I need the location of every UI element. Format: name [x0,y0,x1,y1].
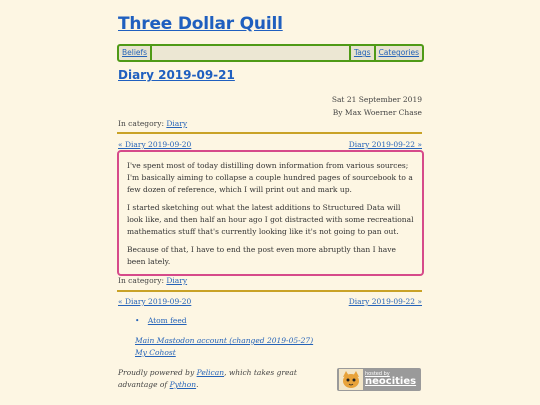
neocities-cat-icon [339,369,363,390]
next-post-link[interactable]: Diary 2019-09-22 » [348,140,422,149]
category-line-top [118,119,187,128]
post-byline: By Max Woerner Chase [332,108,422,117]
divider-top [117,132,422,134]
prev-post-link[interactable]: « Diary 2019-09-20 [118,140,192,149]
badge-small-text: hosted by [365,371,390,377]
powered-by-label: , which takes great advantage of [118,368,297,389]
category-prefix: In category: [118,276,164,285]
nav-categories-link[interactable]: Categories [378,48,419,57]
pager-top [118,140,422,149]
next-post-link[interactable]: Diary 2019-09-22 » [348,297,422,306]
pager-bottom [118,297,422,306]
category-link[interactable]: Diary [166,276,188,285]
mastodon-link[interactable]: Main Mastodon account (changed 2019-05-27) [135,336,314,345]
post-content [117,150,424,276]
post-paragraph: Because of that, I have to end the post even more abruptly than I have been lately. [127,245,396,266]
atom-feed-link[interactable]: Atom feed [147,316,187,325]
post-paragraph: I started sketching out what the latest additions to Structured Data will look like, and then half an hour ago I got distracted with some recreational mathematics stuff that's currently looking like it's not going to pan out. [127,203,414,236]
pelican-link[interactable]: Pelican [196,368,225,377]
post-paragraph: I've spent most of today distilling down information from various sources; I'm basically aiming to collapse a couple hundred pages of sourcebook to a few dozen of reference, which I will print out and mark up. [127,161,413,194]
prev-post-link[interactable]: « Diary 2019-09-20 [118,297,192,306]
powered-by-label: . [196,380,199,389]
powered-by-text [118,367,336,391]
nav-tags-link[interactable]: Tags [353,48,371,57]
post-date: Sat 21 September 2019 [331,95,422,104]
badge-big-text: neocities [365,376,417,387]
powered-by-label: Proudly powered by [118,368,197,377]
post-title-link[interactable]: Diary 2019-09-21 [118,68,235,82]
feed-list-item [135,316,187,325]
category-prefix: In category: [118,119,164,128]
feed-list [135,316,187,325]
cohost-link[interactable]: My Cohost [135,348,176,357]
navbar [117,44,424,62]
python-link[interactable]: Python [169,380,197,389]
nav-spacer [152,46,349,60]
badge-text [365,372,416,387]
neocities-badge[interactable] [337,368,421,391]
divider-bottom [117,290,422,292]
site-title-link[interactable]: Three Dollar Quill [118,14,283,34]
category-link[interactable]: Diary [166,119,188,128]
category-line-bottom [118,276,187,285]
nav-beliefs-link[interactable]: Beliefs [122,48,148,57]
